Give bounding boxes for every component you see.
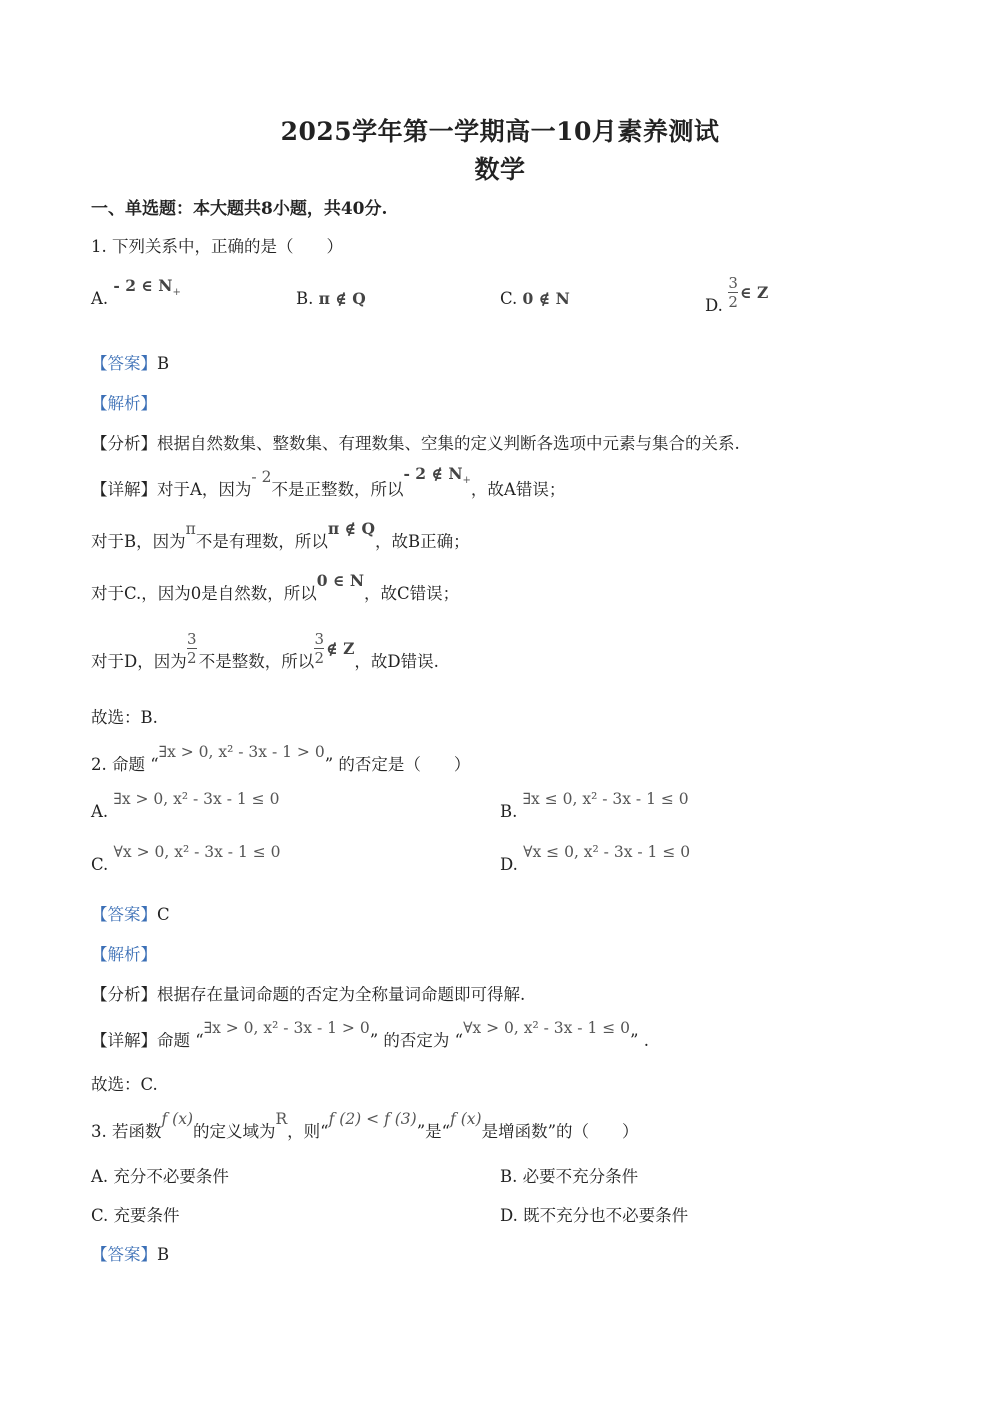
q2-option-c-math: ∀x > 0, x² - 3x - 1 ≤ 0 — [113, 843, 281, 861]
detail-fraction — [187, 631, 197, 666]
detail-text: 命题 “ — [157, 1031, 204, 1050]
q2-fenxi — [91, 981, 525, 1005]
fraction-denominator: 2 — [186, 649, 197, 667]
detail-text: 对于A，因为 — [157, 480, 252, 499]
q2-analysis-tag: 【解析】 — [91, 945, 157, 964]
subject-title: 数学 — [474, 155, 526, 184]
q1-option-c-math: 0 ∉ N — [522, 289, 570, 308]
q2-stem-text: ” 的否定是（ ） — [324, 755, 471, 774]
detail-math: 0 ∈ N — [316, 571, 365, 590]
detail-text: 对于B，因为 — [91, 532, 186, 551]
q1-option-a — [91, 276, 181, 311]
fenxi-text: 根据存在量词命题的否定为全称量词命题即可得解. — [157, 985, 526, 1004]
q1-answer — [91, 350, 169, 374]
q1-detail-c — [91, 571, 460, 604]
q3-stem-text: 是增函数”的（ ） — [481, 1122, 639, 1141]
q2-answer — [91, 901, 170, 925]
q2-option-a-label: A. — [91, 802, 109, 821]
section-heading: 一、单选题：本大题共8小题，共40分. — [91, 199, 388, 219]
detail-text: 对于D，因为 — [91, 652, 187, 671]
q3-stem-text: 3. 若函数 — [91, 1122, 162, 1141]
q1-option-d — [705, 274, 769, 324]
q1-detail-b — [91, 519, 470, 552]
q2-option-a — [91, 790, 280, 821]
detail-text: ” 的否定为 “ — [369, 1031, 464, 1050]
detail-math: ∃x > 0, x² - 3x - 1 > 0 — [203, 1019, 370, 1037]
q3-option-c: C. 充要条件 — [91, 1206, 180, 1225]
detail-text: ，故A错误； — [470, 480, 566, 499]
q1-detail-d — [91, 630, 439, 680]
detail-text: ” . — [630, 1031, 649, 1050]
q1-option-b-math: π ∉ Q — [318, 289, 366, 308]
fraction-denominator: 2 — [728, 293, 738, 311]
q2-option-d-label: D. — [500, 855, 518, 874]
q3-option-a: A. 充分不必要条件 — [91, 1167, 229, 1186]
q1-option-d-label: D. — [705, 296, 723, 315]
fraction-numerator: 3 — [314, 630, 324, 648]
q1-option-c — [500, 289, 570, 308]
q3-stem-math: f (x) — [450, 1110, 482, 1128]
q2-option-d-math: ∀x ≤ 0, x² - 3x - 1 ≤ 0 — [523, 843, 691, 861]
q3-option-d: D. 既不充分也不必要条件 — [500, 1206, 689, 1225]
q2-stem — [91, 743, 471, 775]
q2-option-c — [91, 843, 281, 874]
q2-option-c-label: C. — [91, 855, 109, 874]
fraction-denominator: 2 — [314, 649, 324, 667]
q1-detail-a — [91, 464, 566, 502]
q1-fenxi — [91, 430, 740, 454]
q1-option-a-math: - 2 ∈ N — [113, 276, 173, 295]
detail-math-sub: + — [462, 475, 471, 487]
q2-option-b — [500, 790, 689, 821]
q1-conclusion: 故选：B. — [91, 708, 158, 727]
q2-option-d — [500, 843, 691, 874]
q1-option-b — [296, 289, 366, 308]
q1-option-d-fraction — [728, 275, 738, 310]
q3-stem-text: ”是“ — [416, 1122, 451, 1141]
q1-option-a-label: A. — [91, 289, 109, 308]
q2-option-b-label: B. — [500, 802, 518, 821]
q3-stem-math: R — [275, 1110, 288, 1128]
q2-option-a-math: ∃x > 0, x² - 3x - 1 ≤ 0 — [113, 790, 280, 808]
q2-stem-text: 2. 命题 “ — [91, 755, 159, 774]
detail-text: 不是有理数，所以 — [195, 532, 328, 551]
detail-math: π ∉ Q — [327, 519, 375, 538]
q1-option-c-label: C. — [500, 289, 518, 308]
answer-tag: 【答案】 — [91, 1245, 157, 1264]
answer-value: C — [157, 905, 170, 924]
fenxi-tag: 【分析】 — [91, 434, 157, 453]
detail-text: 不是整数，所以 — [198, 652, 315, 671]
q1-option-d-math: ∈ Z — [740, 283, 769, 302]
detail-text: 对于C.，因为0是自然数，所以 — [91, 584, 317, 603]
fenxi-text: 根据自然数集、整数集、有理数集、空集的定义判断各选项中元素与集合的关系. — [157, 434, 740, 453]
answer-tag: 【答案】 — [91, 354, 157, 373]
q3-answer — [91, 1241, 169, 1265]
q3-stem-text: 的定义域为 — [193, 1122, 276, 1141]
detail-fraction — [314, 631, 324, 666]
answer-value: B — [157, 1245, 170, 1264]
q3-stem-text: ，则“ — [287, 1122, 329, 1141]
exam-title: 2025学年第一学期高一10月素养测试 — [280, 117, 720, 146]
detail-tag: 【详解】 — [91, 1031, 157, 1050]
detail-text: 不是正整数，所以 — [271, 480, 404, 499]
fraction-numerator: 3 — [186, 630, 197, 648]
q3-stem-math: f (x) — [161, 1110, 193, 1128]
q3-stem — [91, 1110, 639, 1142]
answer-value: B — [157, 354, 170, 373]
detail-math: ∀x > 0, x² - 3x - 1 ≤ 0 — [463, 1019, 631, 1037]
answer-tag: 【答案】 — [91, 905, 157, 924]
q1-analysis-tag: 【解析】 — [91, 394, 157, 413]
fenxi-tag: 【分析】 — [91, 985, 157, 1004]
detail-text: ，故D错误. — [354, 652, 439, 671]
detail-math: - 2 — [251, 468, 272, 486]
q1-stem: 1. 下列关系中，正确的是（ ） — [91, 237, 343, 256]
q2-option-b-math: ∃x ≤ 0, x² - 3x - 1 ≤ 0 — [522, 790, 689, 808]
q3-option-b: B. 必要不充分条件 — [500, 1167, 639, 1186]
detail-text: ，故C错误； — [364, 584, 460, 603]
detail-math: - 2 ∉ N — [403, 464, 463, 483]
q3-stem-math: f (2) < f (3) — [328, 1110, 417, 1128]
detail-math: π — [185, 520, 196, 538]
q1-option-b-label: B. — [296, 289, 314, 308]
q2-conclusion: 故选：C. — [91, 1075, 158, 1094]
detail-text: ，故B正确； — [374, 532, 470, 551]
detail-math: ∉ Z — [326, 639, 355, 658]
fraction-numerator: 3 — [728, 274, 738, 292]
q2-detail — [91, 1019, 649, 1051]
q1-option-a-sub: + — [172, 287, 181, 299]
q2-stem-math: ∃x > 0, x² - 3x - 1 > 0 — [158, 743, 325, 761]
detail-tag: 【详解】 — [91, 480, 157, 499]
